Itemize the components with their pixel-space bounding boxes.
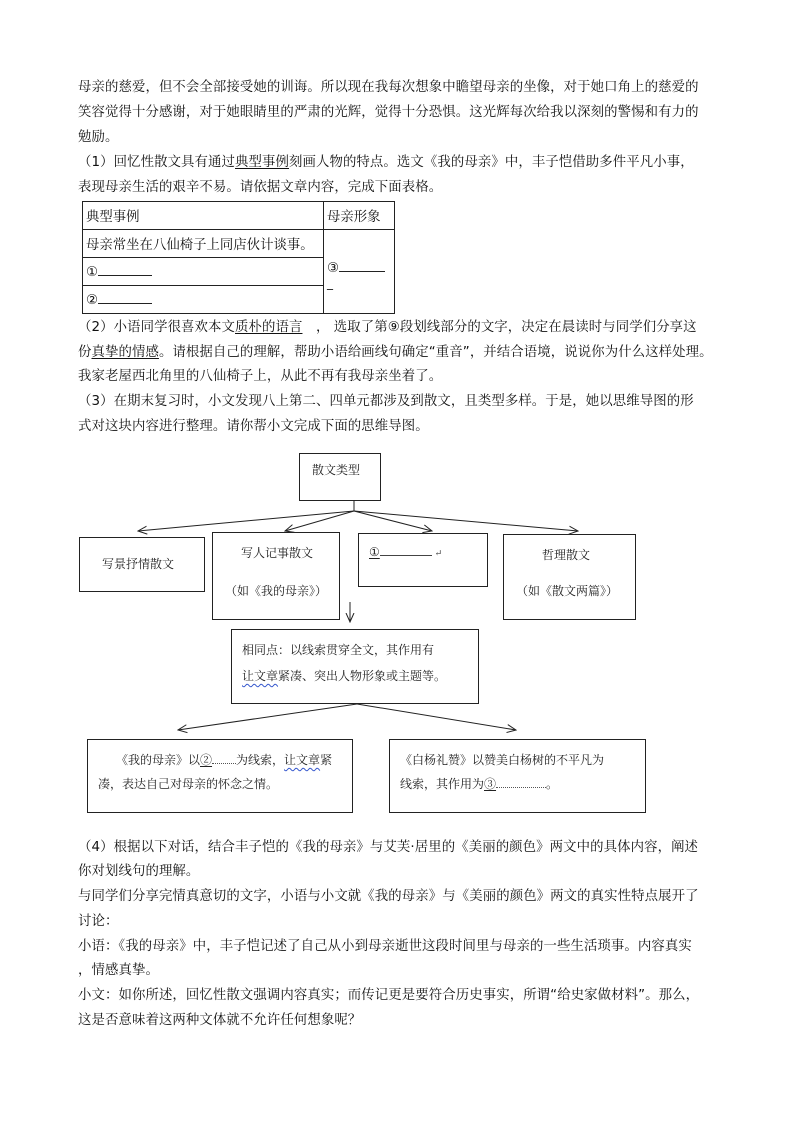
q4-line-6: ，情感真挚。	[78, 963, 159, 978]
arrow-left	[178, 704, 357, 730]
q2-l2p2: 。请根据自己的理解，帮助小语给画线句确定“重音”，并结合语境，说说你为什么这样处理。	[158, 345, 713, 360]
type3-content: ① ↵	[369, 545, 443, 559]
intro-line-1: 母亲的慈爱，但不会全部接受她的训诲。所以现在我每次想象中瞻望母亲的坐像，对于她口角上的慈爱的	[78, 80, 699, 95]
q1-prefix: （1）回忆性散文具有通过	[78, 155, 236, 170]
row1-event: 母亲常坐在八仙椅子上同店伙计谈事。	[83, 230, 324, 258]
row3-mark: ②	[86, 293, 99, 308]
q4-line-3: 与同学们分享完情真意切的文字，小语与小文就《我的母亲》与《美丽的颜色》两文的真实性特点展开了	[78, 889, 699, 904]
type3-blank	[380, 545, 432, 556]
arrow-right	[357, 704, 516, 730]
type4-label: 哲理散文	[542, 548, 591, 562]
left-blank	[212, 753, 236, 764]
right-blank	[496, 777, 546, 788]
image-mark: ③	[327, 260, 340, 276]
common-line-2	[242, 664, 446, 688]
q2-l2p1: 份	[78, 345, 92, 360]
q2-p1: （2）小语同学很喜欢本文	[78, 320, 236, 335]
mindmap-root	[299, 453, 381, 501]
q4-line-7: 小文：如你所述，回忆性散文强调内容真实；而传记更是要符合历史事实，所谓“给史家做材料”。那么，	[78, 988, 700, 1003]
left-p1: 《我的母亲》以	[116, 753, 201, 767]
q4-line-8: 这是否意味着这两种文体就不允许任何想象呢？	[78, 1013, 362, 1028]
common-line-1: 相同点：以线索贯穿全文，其作用有	[242, 643, 435, 657]
q4-line-1: （4）根据以下对话，结合丰子恺的《我的母亲》与艾芙·居里的《美丽的颜色》两文中的具体内容，阐述	[78, 840, 699, 855]
mindmap-type4	[503, 534, 636, 620]
header-image: 母亲形象	[324, 202, 395, 230]
mindmap-left[interactable]	[87, 739, 353, 813]
header-event: 典型事例	[83, 202, 324, 230]
q1-line-2: 表现母亲生活的艰辛不易。请依据文章内容，完成下面表格。	[78, 180, 443, 195]
intro-line-3: 勉励。	[78, 130, 119, 145]
q3-line-1: （3）在期末复习时，小文发现八上第二、四单元都涉及到散文，且类型多样。于是，她以思维导图的形	[78, 394, 694, 409]
intro-line-2: 笑容觉得十分感谢，对于她眼睛里的严肃的光辉，觉得十分恐惧。这光辉每次给我以深刻的警惕和有力的	[78, 105, 699, 120]
common-line-2-rest: 紧凑、突出人物形象或主题等。	[278, 669, 447, 683]
left-p2: 为线索，	[236, 753, 285, 767]
q4-line-5: 小语：《我的母亲》中，丰子恺记述了自己从小到母亲逝世这段时间里与母亲的一些生活琐事。内容真实	[78, 939, 692, 954]
image-tail: _	[327, 275, 333, 290]
right-line-1: 《白杨礼赞》以赞美白杨树的不平凡为	[400, 753, 605, 767]
q1-suffix: 刻画人物的特点。选文《我的母亲》中，丰子恺借助多件平凡小事，	[288, 155, 694, 170]
q2-line-3: 我家老屋西北角里的八仙椅子上，从此不再有我母亲坐着了。	[78, 369, 443, 384]
common-wavy: 让文章	[242, 669, 279, 683]
right-mark: ③	[484, 777, 497, 791]
mindmap-type3[interactable]	[358, 533, 488, 587]
left-mark: ②	[200, 753, 213, 767]
arrow-type4	[354, 511, 578, 531]
type3-mark: ①	[369, 545, 380, 559]
type4-example: （如《散文两篇》）	[516, 584, 619, 598]
arrow-type1	[138, 511, 354, 531]
right-p1: 线索，其作用为	[400, 777, 485, 791]
mindmap-common	[231, 629, 479, 704]
root-label: 散文类型	[312, 463, 361, 477]
row2-mark: ①	[86, 265, 99, 280]
type2-label: 写人记事散文	[241, 546, 314, 560]
q3-line-2: 式对这块内容进行整理。请你帮小文完成下面的思维导图。	[78, 419, 429, 434]
q1-underlined: 典型事例	[235, 155, 289, 170]
mindmap-right[interactable]	[389, 739, 646, 813]
left-line-1	[116, 748, 332, 772]
left-p3: 紧	[320, 753, 333, 767]
left-wavy: 让文章	[284, 753, 321, 767]
q4-line-2: 你对划线句的理解。	[78, 864, 200, 879]
left-line-2: 凑，表达自己对母亲的怀念之情。	[98, 777, 279, 791]
q4-line-4: 讨论：	[78, 914, 119, 929]
mindmap-type2	[212, 532, 340, 620]
q2-u2: 真挚的情感	[91, 345, 159, 360]
right-line-2	[400, 772, 558, 796]
right-p2: 。	[546, 777, 559, 791]
q2-u1: 质朴的语言	[235, 320, 303, 335]
q2-p2: ， 选取了第⑨段划线部分的文字，决定在晨读时与同学们分享这	[302, 320, 697, 335]
type2-example: （如《我的母亲》）	[225, 584, 328, 598]
mindmap-type1	[79, 537, 205, 592]
type1-label: 写景抒情散文	[102, 557, 175, 571]
